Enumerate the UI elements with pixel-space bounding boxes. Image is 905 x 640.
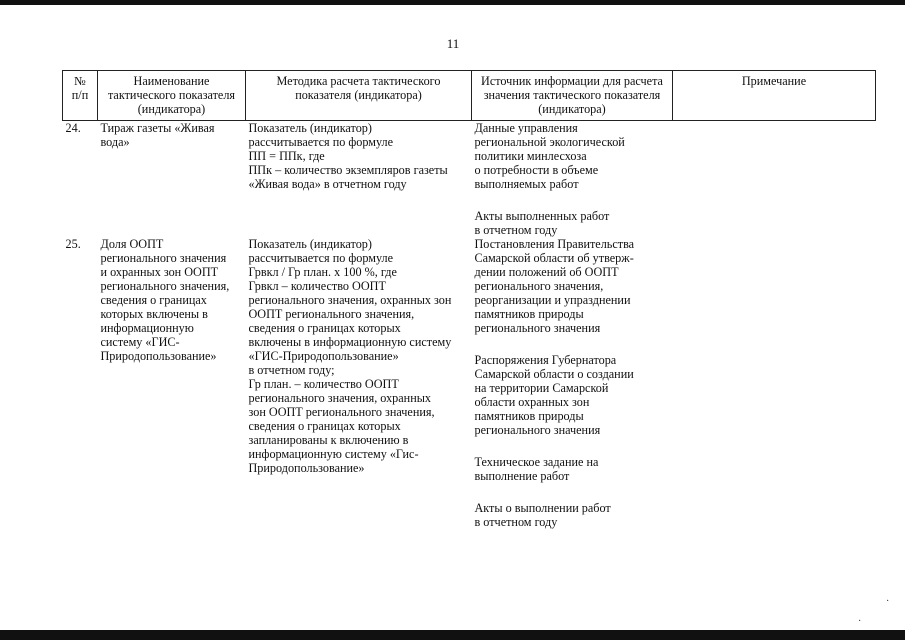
scan-top-border [0,0,905,5]
page-number: 11 [446,36,460,51]
indicators-table [62,70,876,529]
source-paragraph: Постановления Правительства Самарской области об утверж- дении положений об ООПТ регионального значения, реорганизации и упразднении памятников природы регионального значения [474,237,635,335]
header-note: Примечание [673,71,876,121]
table-header-row [63,71,876,121]
calculation-method: Показатель (индикатор) рассчитывается по формуле ПП = ППк, где ППк – количество экземпляров газеты «Живая вода» в отчетном году [248,121,448,191]
source-paragraph: Данные управления региональной экологической политики минлесхоза о потребности в объеме выполняемых работ [474,121,625,191]
scan-speck: · [858,616,862,627]
header-number: № п/п [63,71,98,121]
header-indicator-name: Наименование тактического показателя (индикатора) [98,71,246,121]
source-paragraph: Распоряжения Губернатора Самарской области о создании на территории Самарской области охранных зон памятников природы регионального значения [474,353,634,437]
table-row [63,237,876,529]
header-information-source: Источник информации для расчета значения тактического показателя (индикатора) [472,71,673,121]
header-calculation-method: Методика расчета тактического показателя (индикатора) [246,71,472,121]
calculation-method: Показатель (индикатор) рассчитывается по формуле Грвкл / Гр план. x 100 %, где Грвкл – количество ООПТ регионального значения, охранных зон ООПТ регионального значения, сведения о границах которых включены в информационную систему «ГИС-Природопользование» в отчетном году; Гр план. – количество ООПТ регионального значения, охранных зон ООПТ регионального значения, сведения о границах которых запланированы к включению в информационную систему «Гис- Природопользование» [248,237,452,475]
information-source [472,237,673,529]
information-source [472,121,673,238]
source-paragraph: Акты о выполнении работ в отчетном году [474,501,611,529]
note-cell [673,237,876,529]
scan-bottom-border [0,630,905,640]
source-paragraph: Техническое задание на выполнение работ [474,455,599,483]
scan-speck: · [886,596,890,607]
row-number: 24. [65,121,81,135]
row-number: 25. [65,237,81,251]
source-paragraph: Акты выполненных работ в отчетном году [474,209,610,237]
note-cell [673,121,876,238]
table-row [63,121,876,238]
indicator-name: Доля ООПТ регионального значения и охранных зон ООПТ регионального значения, сведения о границах которых включены в информационную систему «ГИС- Природопользование» [100,237,230,363]
indicator-name: Тираж газеты «Живая вода» [100,121,215,149]
